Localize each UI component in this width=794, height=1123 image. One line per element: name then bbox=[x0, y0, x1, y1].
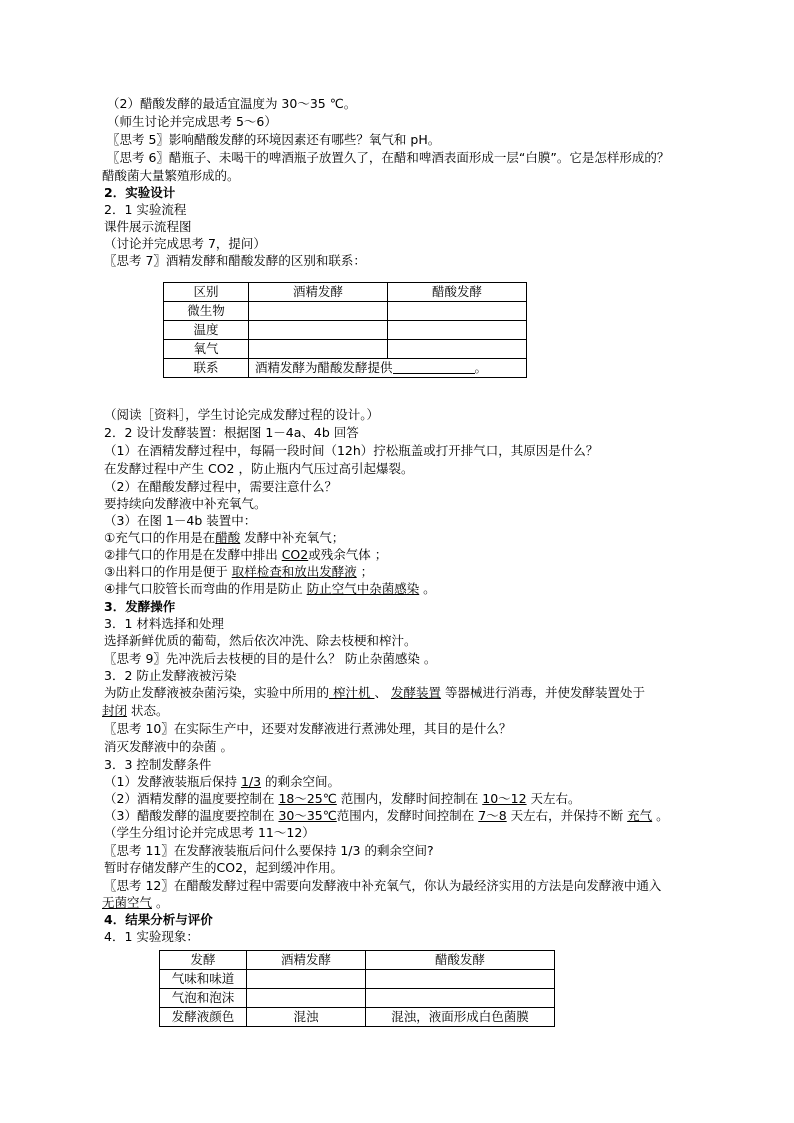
text-line bbox=[104, 546, 387, 563]
table-row bbox=[160, 1008, 555, 1027]
section-heading: 4．结果分析与评价 bbox=[104, 912, 213, 927]
text-span: 范围内，发酵时间控制在 bbox=[336, 791, 483, 806]
table-cell: 气泡和泡沫 bbox=[160, 989, 247, 1008]
section-heading: 3．发酵操作 bbox=[104, 599, 176, 614]
text-line bbox=[104, 529, 344, 546]
table-cell bbox=[366, 989, 555, 1008]
text-span: ④排气口胶管长而弯曲的作用是防止 bbox=[104, 581, 307, 596]
text-line: 3．3 控制发酵条件 bbox=[104, 757, 212, 772]
table-header-cell: 醋酸发酵 bbox=[366, 951, 555, 970]
answer-underlined: 发酵装置 bbox=[390, 685, 441, 700]
answer-underlined: 醋酸 bbox=[215, 530, 241, 545]
text-span: 或残余气体 ； bbox=[308, 547, 388, 562]
text-span: 天左右，并保持不断 bbox=[506, 808, 628, 823]
table-row bbox=[164, 340, 527, 359]
table-cell bbox=[388, 321, 527, 340]
text-span: ②排气口的作用是在发酵中排出 bbox=[104, 547, 282, 562]
table-cell: 温度 bbox=[164, 321, 249, 340]
answer-underlined: CO2 bbox=[281, 547, 309, 562]
text-line bbox=[104, 563, 373, 580]
answer-underlined: 防止空气中杂菌感染 bbox=[306, 581, 420, 596]
text-line: （学生分组讨论并完成思考 11～12） bbox=[104, 825, 315, 840]
link-end: 。 bbox=[474, 360, 488, 375]
table-cell: 混浊 bbox=[247, 1008, 366, 1027]
answer-underlined: 封闭 bbox=[102, 703, 128, 718]
text-line: 2．1 实验流程 bbox=[104, 202, 187, 217]
table-cell bbox=[247, 970, 366, 989]
text-line: 〖思考 6〗醋瓶子、未喝干的啤酒瓶子放置久了，在醋和啤酒表面形成一层“白膜”。它是怎样形成的？ bbox=[107, 150, 670, 165]
text-line: 〖思考 5〗影响醋酸发酵的环境因素还有哪些？氧气和 pH。 bbox=[107, 132, 441, 147]
text-line: 选择新鲜优质的葡萄，然后依次冲洗、除去枝梗和榨汁。 bbox=[104, 633, 417, 648]
table-header-cell: 酒精发酵 bbox=[249, 283, 388, 302]
text-line bbox=[104, 773, 340, 790]
text-span: ①充气口的作用是在 bbox=[104, 530, 216, 545]
table-header-cell: 发酵 bbox=[160, 951, 247, 970]
text-line: （2）在醋酸发酵过程中，需要注意什么？ bbox=[104, 479, 337, 494]
text-line: 课件展示流程图 bbox=[104, 219, 192, 234]
table-cell bbox=[247, 989, 366, 1008]
text-line: 2．2 设计发酵装置：根据图 1－4a、4b 回答 bbox=[104, 425, 359, 440]
text-line: 〖思考 9〗先冲洗后去枝梗的目的是什么？ 防止杂菌感染 。 bbox=[104, 651, 437, 666]
table-row bbox=[160, 970, 555, 989]
table-cell bbox=[249, 321, 388, 340]
text-line: 〖思考 12〗在醋酸发酵过程中需要向发酵液中补充氧气，你认为最经济实用的方法是向发酵液中通入 bbox=[104, 878, 662, 893]
text-span: 为防止发酵液被杂菌污染，实验中所用的 bbox=[104, 685, 330, 700]
table-cell: 发酵液颜色 bbox=[160, 1008, 247, 1027]
table-header-cell: 区别 bbox=[164, 283, 249, 302]
text-line: （阅读［资料］，学生讨论完成发酵过程的设计。） bbox=[104, 407, 380, 422]
table-cell bbox=[249, 302, 388, 321]
table-cell bbox=[388, 302, 527, 321]
text-line: （2）醋酸发酵的最适宜温度为 30～35 ℃。 bbox=[107, 96, 357, 111]
text-span: ③出料口的作用是便于 bbox=[104, 564, 232, 579]
table-cell: 混浊，液面形成白色菌膜 bbox=[366, 1008, 555, 1027]
table-cell bbox=[366, 970, 555, 989]
text-line: 〖思考 10〗在实际生产中，还要对发酵液进行煮沸处理，其目的是什么？ bbox=[104, 721, 512, 736]
text-line bbox=[104, 790, 581, 807]
text-span: 状态。 bbox=[127, 703, 169, 718]
text-line: 3．2 防止发酵液被污染 bbox=[104, 668, 237, 683]
text-span: 。 bbox=[419, 581, 436, 596]
table-cell: 氧气 bbox=[164, 340, 249, 359]
answer-underlined: 1/3 bbox=[240, 774, 262, 789]
answer-underlined: 取样检查和放出发酵液 bbox=[231, 564, 357, 579]
table-header-cell: 醋酸发酵 bbox=[388, 283, 527, 302]
text-line bbox=[104, 580, 436, 597]
table-cell: 气味和味道 bbox=[160, 970, 247, 989]
text-line: 在发酵过程中产生 CO2 ，防止瓶内气压过高引起爆裂。 bbox=[104, 461, 414, 476]
text-line: 消灭发酵液中的杂菌 。 bbox=[104, 739, 233, 754]
answer-underlined: 充气 bbox=[627, 808, 653, 823]
text-span: （2）酒精发酵的温度要控制在 bbox=[104, 791, 279, 806]
text-span: 发酵中补充氧气； bbox=[240, 530, 345, 545]
text-line: 醋酸菌大量繁殖形成的。 bbox=[102, 168, 240, 183]
table-row bbox=[160, 951, 555, 970]
text-span: 的剩余空间。 bbox=[261, 774, 341, 789]
section-heading: 2．实验设计 bbox=[104, 185, 176, 200]
text-line bbox=[102, 894, 169, 911]
text-span: ； bbox=[356, 564, 374, 579]
table-cell: 微生物 bbox=[164, 302, 249, 321]
answer-underlined: 无菌空气 bbox=[102, 895, 153, 910]
text-line: 4．1 实验现象： bbox=[104, 929, 199, 944]
text-line bbox=[104, 684, 645, 701]
text-line: （3）在图 1－4b 装置中： bbox=[104, 513, 257, 528]
link-text: 酒精发酵为醋酸发酵提供 bbox=[255, 360, 393, 375]
text-line bbox=[102, 702, 169, 719]
text-span: 。 bbox=[152, 895, 169, 910]
text-span: （1）发酵液装瓶后保持 bbox=[104, 774, 241, 789]
table-row bbox=[164, 283, 527, 302]
text-line bbox=[104, 807, 669, 824]
table-cell bbox=[388, 340, 527, 359]
text-line: 要持续向发酵液中补充氧气。 bbox=[104, 496, 267, 511]
text-span: 。 bbox=[652, 808, 669, 823]
text-line: 3．1 材料选择和处理 bbox=[104, 616, 224, 631]
table-row bbox=[164, 321, 527, 340]
answer-underlined: 10～12 bbox=[482, 791, 527, 806]
answer-underlined: 18～25℃ bbox=[278, 791, 337, 806]
text-line: 暂时存储发酵产生的CO2，起到缓冲作用。 bbox=[104, 860, 344, 875]
table-row bbox=[160, 989, 555, 1008]
comparison-table bbox=[163, 282, 527, 378]
table-row bbox=[164, 359, 527, 378]
text-span: （3）醋酸发酵的温度要控制在 bbox=[104, 808, 279, 823]
answer-blank bbox=[393, 361, 475, 374]
answer-underlined: 7～8 bbox=[478, 808, 507, 823]
text-line: （讨论并完成思考 7，提问） bbox=[104, 236, 266, 251]
text-span: 天左右。 bbox=[526, 791, 581, 806]
results-table bbox=[159, 950, 555, 1027]
text-line: 〖思考 7〗酒精发酵和醋酸发酵的区别和联系： bbox=[104, 253, 366, 268]
table-cell bbox=[249, 359, 527, 378]
table-header-cell: 酒精发酵 bbox=[247, 951, 366, 970]
answer-underlined: 30～35℃ bbox=[278, 808, 337, 823]
text-span: 范围内，发酵时间控制在 bbox=[336, 808, 479, 823]
text-span: 等器械进行消毒，并使发酵装置处于 bbox=[440, 685, 645, 700]
text-line: 〖思考 11〗在发酵液装瓶后问什么要保持 1/3 的剩余空间? bbox=[104, 843, 434, 858]
text-span: 、 bbox=[374, 685, 391, 700]
table-row bbox=[164, 302, 527, 321]
text-line: （1）在酒精发酵过程中，每隔一段时间（12h）拧松瓶盖或打开排气口，其原因是什么？ bbox=[104, 443, 599, 458]
table-cell bbox=[249, 340, 388, 359]
table-cell: 联系 bbox=[164, 359, 249, 378]
text-line: （师生讨论并完成思考 5～6） bbox=[107, 114, 277, 129]
answer-underlined: 榨汁机 bbox=[329, 685, 375, 700]
